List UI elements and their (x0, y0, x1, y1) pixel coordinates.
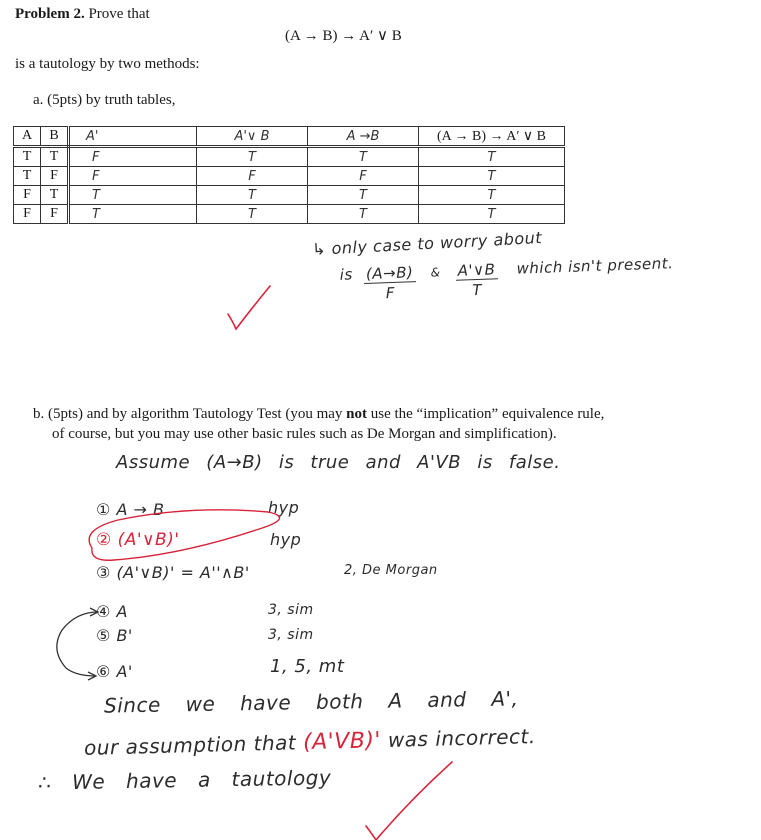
header-b: B (41, 127, 69, 147)
cell: T (69, 186, 197, 205)
step-num: ⑥ (96, 662, 111, 681)
step-2 (96, 530, 180, 550)
part-b-label-end: use the “implication” equivalence rule, (366, 406, 605, 422)
problem-label: Problem 2. (15, 6, 85, 22)
header-a-prime-or-b: A'∨ B (197, 127, 308, 147)
step-num: ⑤ (96, 626, 111, 645)
conclusion-line-2 (84, 724, 536, 761)
table-row (14, 167, 565, 186)
step-2-reason: hyp (270, 530, 302, 549)
problem-header (15, 6, 150, 23)
conclusion-line-3: ∴ We have a tautology (37, 765, 332, 795)
conclusion-red-expr: (A'VB)' (302, 728, 382, 756)
note-line-2 (339, 254, 674, 304)
cell: F (14, 186, 41, 205)
step-3-reason: 2, De Morgan (344, 563, 438, 578)
cell: F (69, 167, 197, 186)
cell: T (41, 186, 69, 205)
conclusion-suffix: was incorrect. (387, 724, 536, 752)
truth-table-header-row (14, 127, 565, 147)
loop-arrow-icon (57, 612, 98, 676)
cell: F (308, 167, 419, 186)
step-expr: (A'∨B)' (117, 530, 180, 550)
step-expr: A (116, 602, 128, 621)
step-6 (96, 662, 133, 681)
cell: T (308, 147, 419, 167)
cell: T (14, 167, 41, 186)
note-frac-1-num: (A→B) (364, 263, 416, 284)
tautology-line: is a tautology by two methods: (15, 56, 200, 72)
part-b-label-bold: not (346, 406, 367, 422)
cell: T (197, 186, 308, 205)
step-num: ③ (96, 563, 111, 582)
step-num: ④ (96, 602, 111, 621)
part-b-label (33, 406, 604, 423)
step-expr: (A'∨B)' = A''∧B' (116, 563, 250, 582)
cell: F (69, 147, 197, 167)
part-b-label-line2: of course, but you may use other basic rules such as De Morgan and simplification). (52, 426, 557, 442)
header-a-prime: A' (69, 127, 197, 147)
conclusion-line-1: Since we have both A and A', (103, 686, 519, 718)
step-expr: A → B (116, 500, 165, 519)
note-is: is (339, 265, 354, 284)
table-row (14, 205, 565, 224)
note-suffix: which isn't present. (516, 254, 674, 278)
part-b-label-start: b. (5pts) and by algorithm Tautology Test (you may (33, 406, 347, 422)
arrow-head-icon (88, 672, 96, 680)
header-full-formula: (A → B) → A′ ∨ B (419, 127, 565, 147)
problem-formula: (A → B) → A′ ∨ B (285, 28, 402, 44)
step-4 (96, 602, 128, 621)
step-5 (96, 626, 133, 645)
truth-table (13, 126, 565, 224)
header-a-implies-b: A →B (308, 127, 419, 147)
cell: T (14, 147, 41, 167)
assume-line: Assume (A→B) is true and A'VB is false. (116, 452, 561, 473)
cell: T (419, 205, 565, 224)
problem-intro: Prove that (88, 6, 150, 22)
step-expr: B' (116, 626, 133, 645)
check-mark-icon (366, 826, 376, 840)
note-frac-2-num: A'∨B (455, 260, 497, 280)
step-expr: A' (116, 662, 133, 681)
check-mark-icon (376, 762, 452, 840)
cell: T (69, 205, 197, 224)
step-6-reason: 1, 5, mt (270, 656, 345, 677)
table-row (14, 186, 565, 205)
cell: F (14, 205, 41, 224)
cell: T (197, 205, 308, 224)
step-1-reason: hyp (268, 498, 300, 517)
cell: F (41, 167, 69, 186)
table-row (14, 147, 565, 167)
cell: T (419, 186, 565, 205)
step-1 (96, 500, 164, 519)
cell: F (197, 167, 308, 186)
cell: T (419, 167, 565, 186)
step-4-reason: 3, sim (268, 602, 314, 618)
cell: T (308, 205, 419, 224)
step-num: ① (96, 500, 111, 519)
step-num: ② (96, 530, 112, 550)
note-frac-1-den: F (385, 283, 396, 303)
step-3 (96, 563, 250, 582)
step-5-reason: 3, sim (268, 627, 314, 643)
check-mark-icon (228, 286, 270, 329)
cell: T (308, 186, 419, 205)
cell: T (197, 147, 308, 167)
cell: F (41, 205, 69, 224)
cell: T (419, 147, 565, 167)
cell: T (41, 147, 69, 167)
note-amp: & (430, 265, 441, 280)
note-frac-2 (455, 260, 498, 299)
conclusion-prefix: our assumption that (83, 730, 297, 760)
header-a: A (14, 127, 41, 147)
note-line-1: ↳ only case to worry about (311, 227, 543, 260)
part-a-label: a. (5pts) by truth tables, (33, 92, 176, 108)
note-frac-1 (364, 263, 417, 303)
note-frac-2-den: T (472, 280, 483, 300)
